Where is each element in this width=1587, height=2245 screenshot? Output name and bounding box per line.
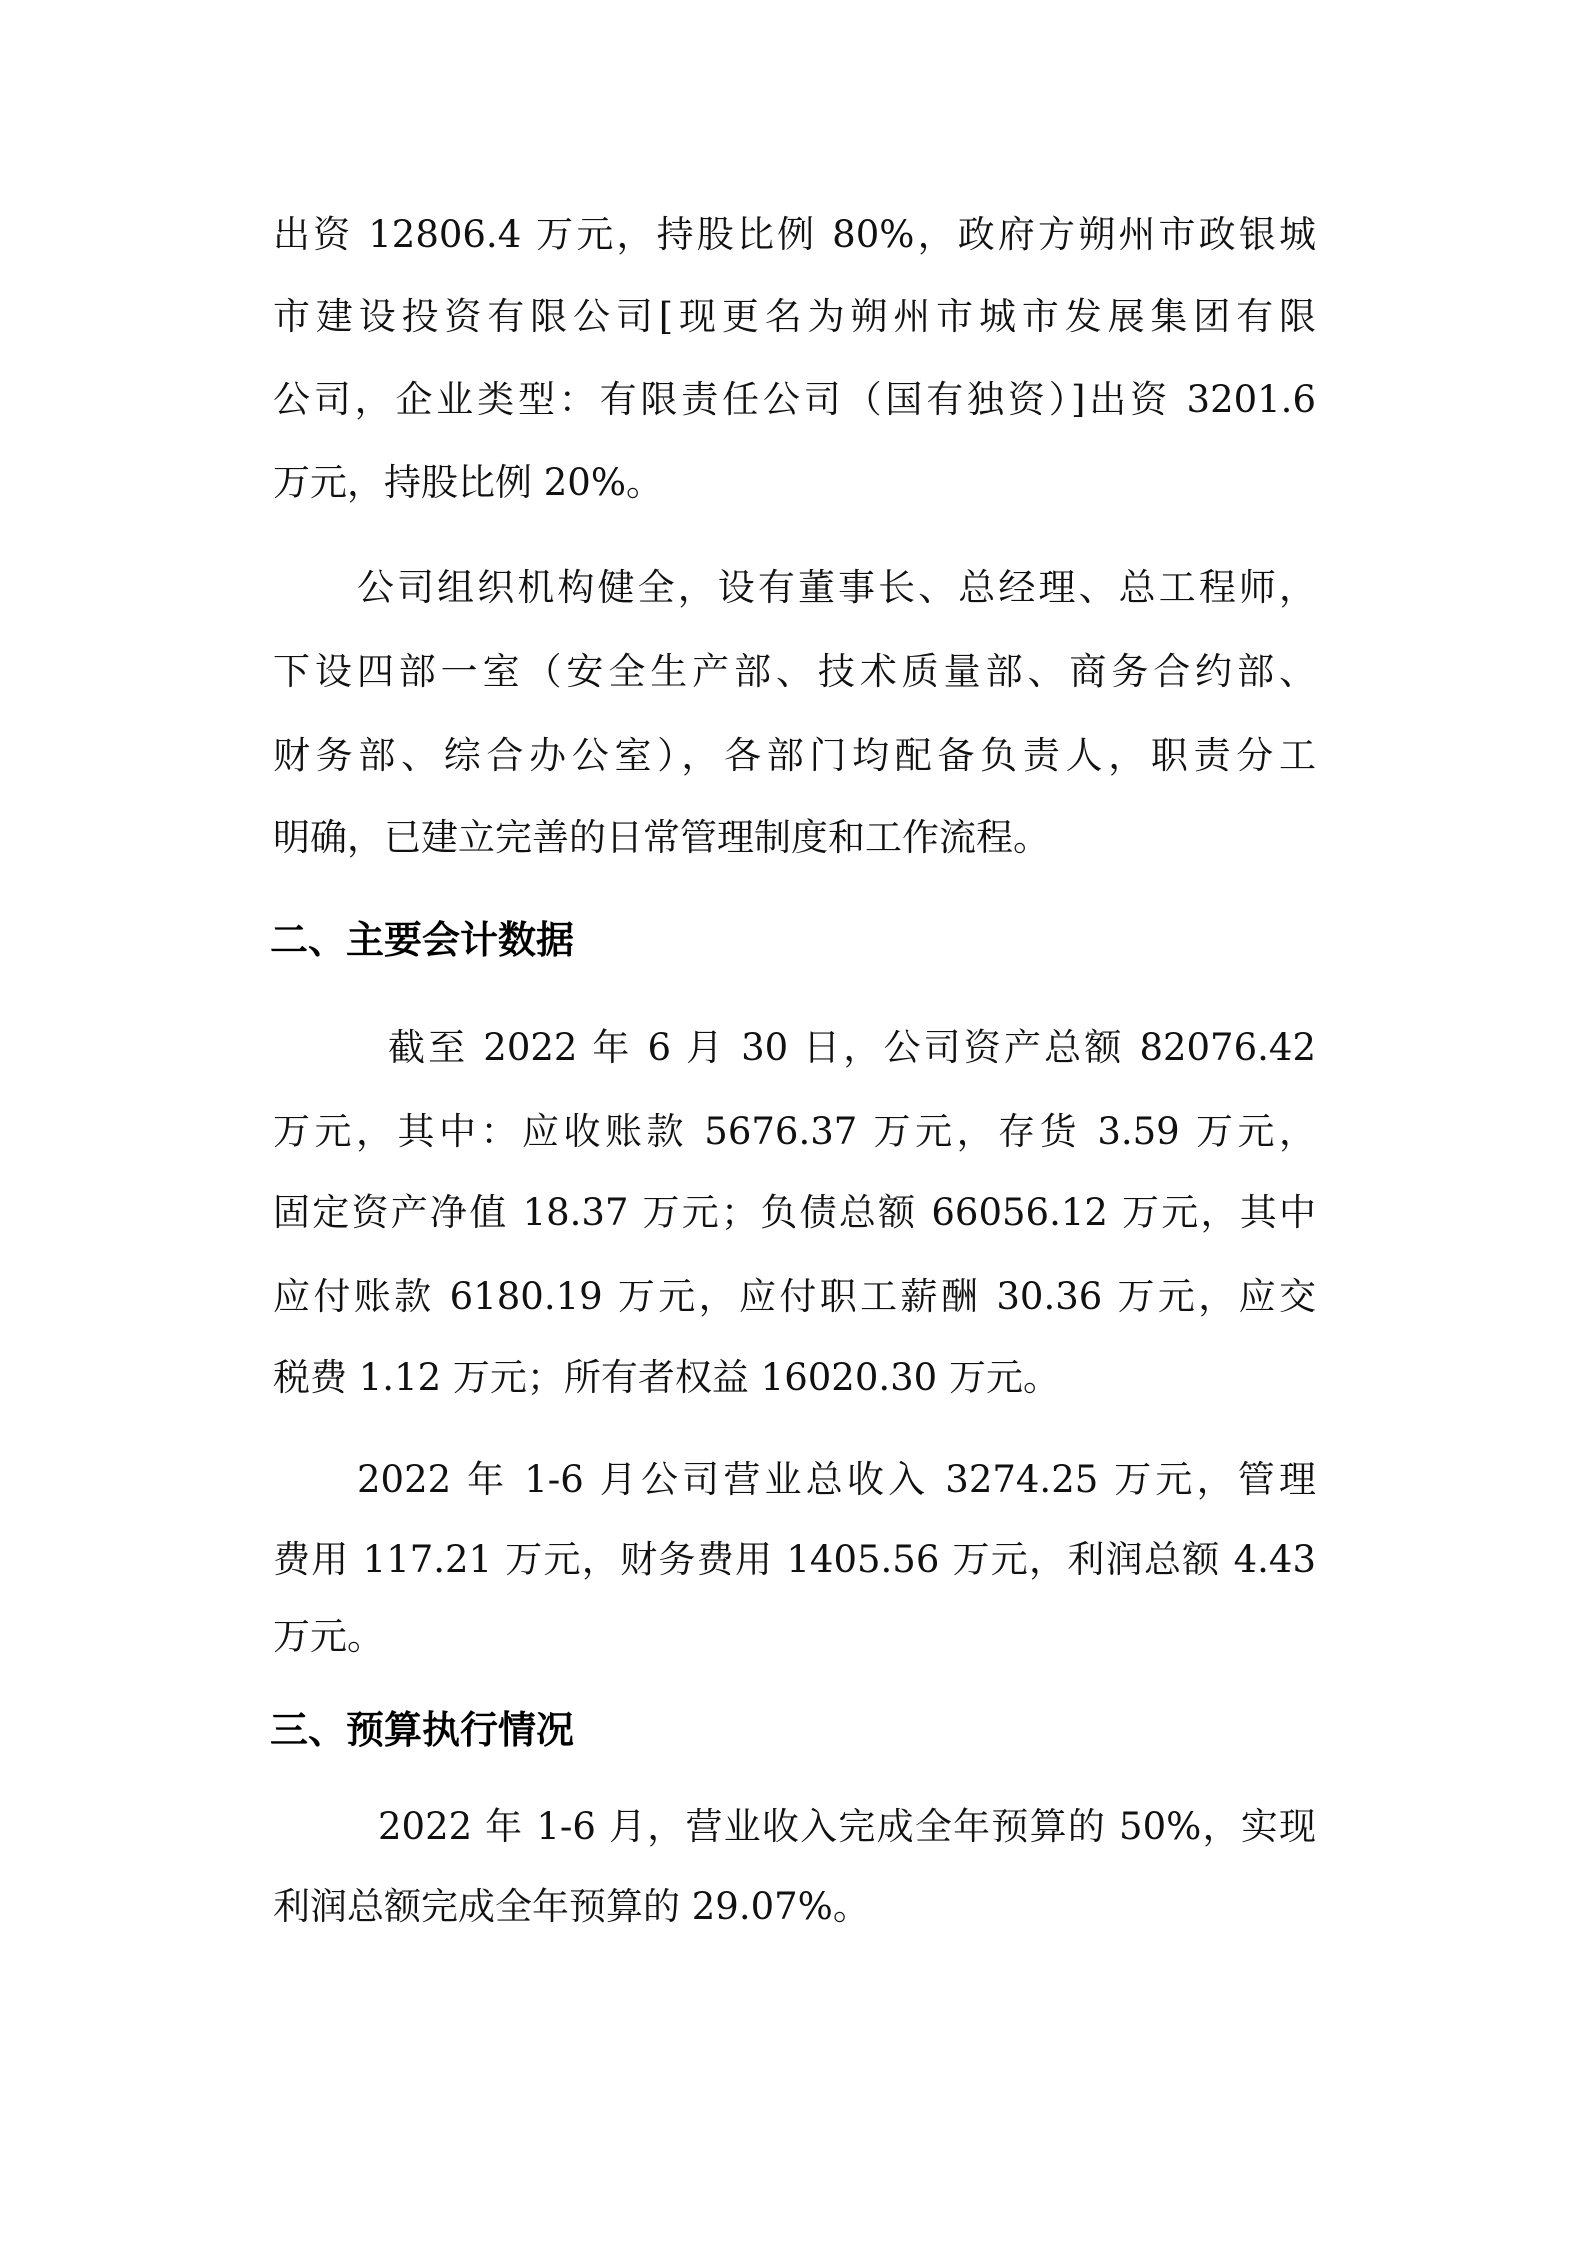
paragraph-line: 财务部、综合办公室），各部门均配备负责人，职责分工 <box>273 734 1316 777</box>
paragraph-line: 市建设投资有限公司[现更名为朔州市城市发展集团有限 <box>273 295 1316 338</box>
paragraph-line: 截至 2022 年 6 月 30 日，公司资产总额 82076.42 <box>388 1026 1316 1069</box>
paragraph-line: 公司组织机构健全，设有董事长、总经理、总工程师， <box>357 566 1316 609</box>
paragraph-line: 明确，已建立完善的日常管理制度和工作流程。 <box>273 816 1050 859</box>
paragraph-line: 公司，企业类型：有限责任公司（国有独资）]出资 3201.6 <box>273 378 1316 421</box>
paragraph-line: 万元，其中：应收账款 5676.37 万元，存货 3.59 万元， <box>273 1110 1316 1153</box>
section-heading: 三、预算执行情况 <box>270 1708 575 1752</box>
paragraph-line: 应付账款 6180.19 万元，应付职工薪酬 30.36 万元，应交 <box>273 1275 1316 1318</box>
paragraph-line: 万元。 <box>273 1615 384 1658</box>
paragraph-line: 固定资产净值 18.37 万元；负债总额 66056.12 万元，其中 <box>273 1191 1316 1234</box>
paragraph-line: 出资 12806.4 万元，持股比例 80%，政府方朔州市政银城 <box>273 213 1316 256</box>
paragraph-line: 2022 年 1-6 月，营业收入完成全年预算的 50%，实现 <box>378 1805 1316 1848</box>
paragraph-line: 万元，持股比例 20%。 <box>273 461 663 504</box>
paragraph-line: 2022 年 1-6 月公司营业总收入 3274.25 万元，管理 <box>357 1458 1316 1501</box>
paragraph-line: 下设四部一室（安全生产部、技术质量部、商务合约部、 <box>273 650 1316 693</box>
paragraph-line: 费用 117.21 万元，财务费用 1405.56 万元，利润总额 4.43 <box>273 1538 1316 1581</box>
section-heading: 二、主要会计数据 <box>270 918 575 962</box>
paragraph-line: 利润总额完成全年预算的 29.07%。 <box>273 1885 870 1928</box>
paragraph-line: 税费 1.12 万元；所有者权益 16020.30 万元。 <box>273 1356 1060 1399</box>
